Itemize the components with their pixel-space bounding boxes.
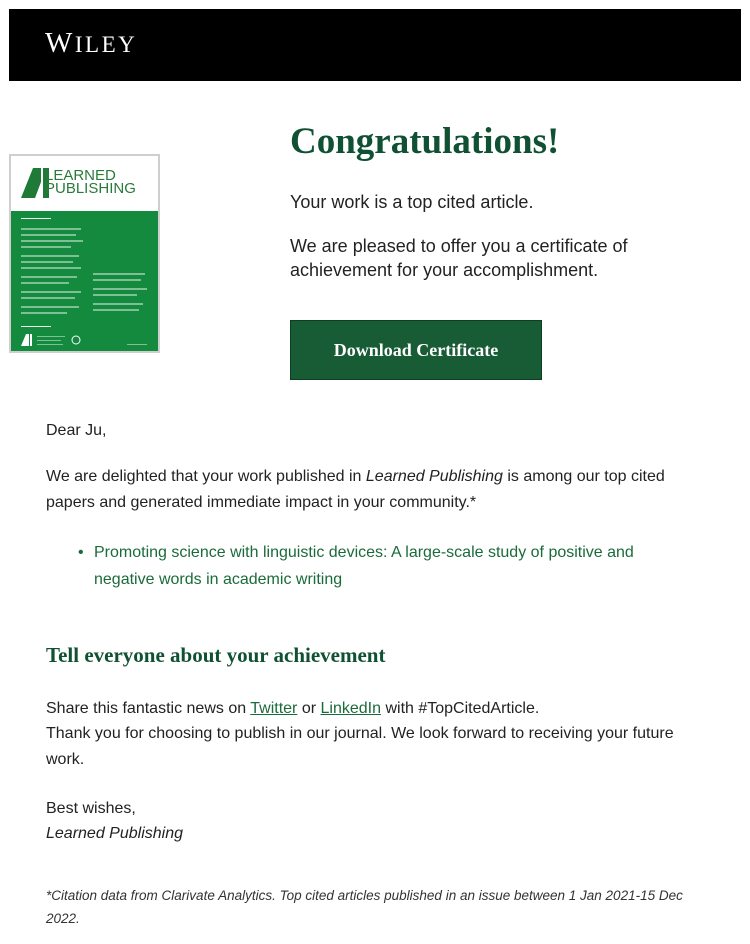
list-item: [78, 539, 688, 593]
intro-paragraph: [46, 464, 686, 516]
cover-text-line: [93, 294, 137, 296]
share-text-after: with #TopCitedArticle.: [381, 700, 540, 717]
signature: Learned Publishing: [46, 825, 183, 842]
linkedin-link[interactable]: LinkedIn: [320, 700, 382, 717]
cover-text-line: [37, 344, 63, 345]
cover-text-line: [37, 336, 65, 337]
cover-rule: [21, 218, 51, 219]
cover-text-line: [21, 267, 81, 269]
intro-text-before: We are delighted that your work published in: [46, 468, 366, 485]
cover-society-logo-icon: [21, 334, 33, 346]
cover-text-line: [93, 273, 145, 275]
cover-green-panel: [11, 211, 158, 351]
greeting: Dear Ju,: [46, 422, 107, 439]
cover-text-line: [21, 261, 73, 263]
cover-text-line: [21, 306, 79, 308]
signoff: Best wishes,: [46, 800, 136, 817]
article-list: [78, 539, 688, 593]
cover-text-line: [21, 228, 81, 230]
logo-rest: ILEY: [74, 32, 138, 57]
cover-text-line: [93, 288, 147, 290]
cover-title: [45, 169, 136, 195]
cover-text-line: [21, 255, 79, 257]
cover-rule: [21, 326, 51, 327]
section-title: Tell everyone about your achievement: [46, 643, 386, 667]
citation-footnote: *Citation data from Clarivate Analytics. Top cited articles published in an issue between 1 Jan 2021-15 Dec 2022.: [46, 888, 683, 926]
cover-text-line: [21, 297, 75, 299]
cover-title-line1: LEARNED: [45, 167, 116, 184]
cover-text-line: [93, 303, 143, 305]
logo-initial: W: [45, 27, 75, 59]
cover-text-line: [21, 246, 71, 248]
wiley-logo[interactable]: [45, 29, 137, 58]
cover-partner-logo-icon: [71, 335, 81, 345]
cover-text-line: [21, 291, 81, 293]
cover-text-line: [21, 240, 83, 242]
bullet: •: [78, 544, 84, 561]
cover-issn-line: [127, 344, 147, 345]
cover-text-line: [21, 312, 67, 314]
share-paragraph: [46, 696, 706, 722]
download-certificate-button[interactable]: Download Certificate: [290, 320, 542, 380]
twitter-link[interactable]: Twitter: [250, 700, 298, 717]
intro-text-after: is among our top cited papers and generated immediate impact in your community.*: [46, 468, 665, 511]
thanks-paragraph: Thank you for choosing to publish in our journal. We look forward to receiving your future work.: [46, 725, 674, 768]
header-bar: [9, 9, 741, 81]
share-text-middle: or: [297, 700, 321, 717]
intro-journal-name: Learned Publishing: [365, 468, 503, 485]
cover-top-panel: [11, 156, 158, 211]
cover-text-line: [21, 282, 69, 284]
cover-text-line: [21, 234, 76, 236]
article-title-link[interactable]: Promoting science with linguistic devices: A large-scale study of positive and negative words in academic writing: [94, 544, 634, 588]
cover-title-line2: PUBLISHING: [45, 180, 136, 197]
journal-cover-image: [9, 154, 160, 353]
congratulations-heading: Congratulations!: [290, 121, 560, 162]
cover-text-line: [21, 276, 77, 278]
cover-text-line: [37, 340, 61, 341]
certificate-offer-text: We are pleased to offer you a certificate of achievement for your accomplishment.: [290, 236, 628, 280]
cover-text-line: [93, 279, 141, 281]
cover-text-line: [93, 309, 139, 311]
top-cited-statement: Your work is a top cited article.: [290, 192, 534, 212]
share-text-before: Share this fantastic news on: [46, 700, 251, 717]
